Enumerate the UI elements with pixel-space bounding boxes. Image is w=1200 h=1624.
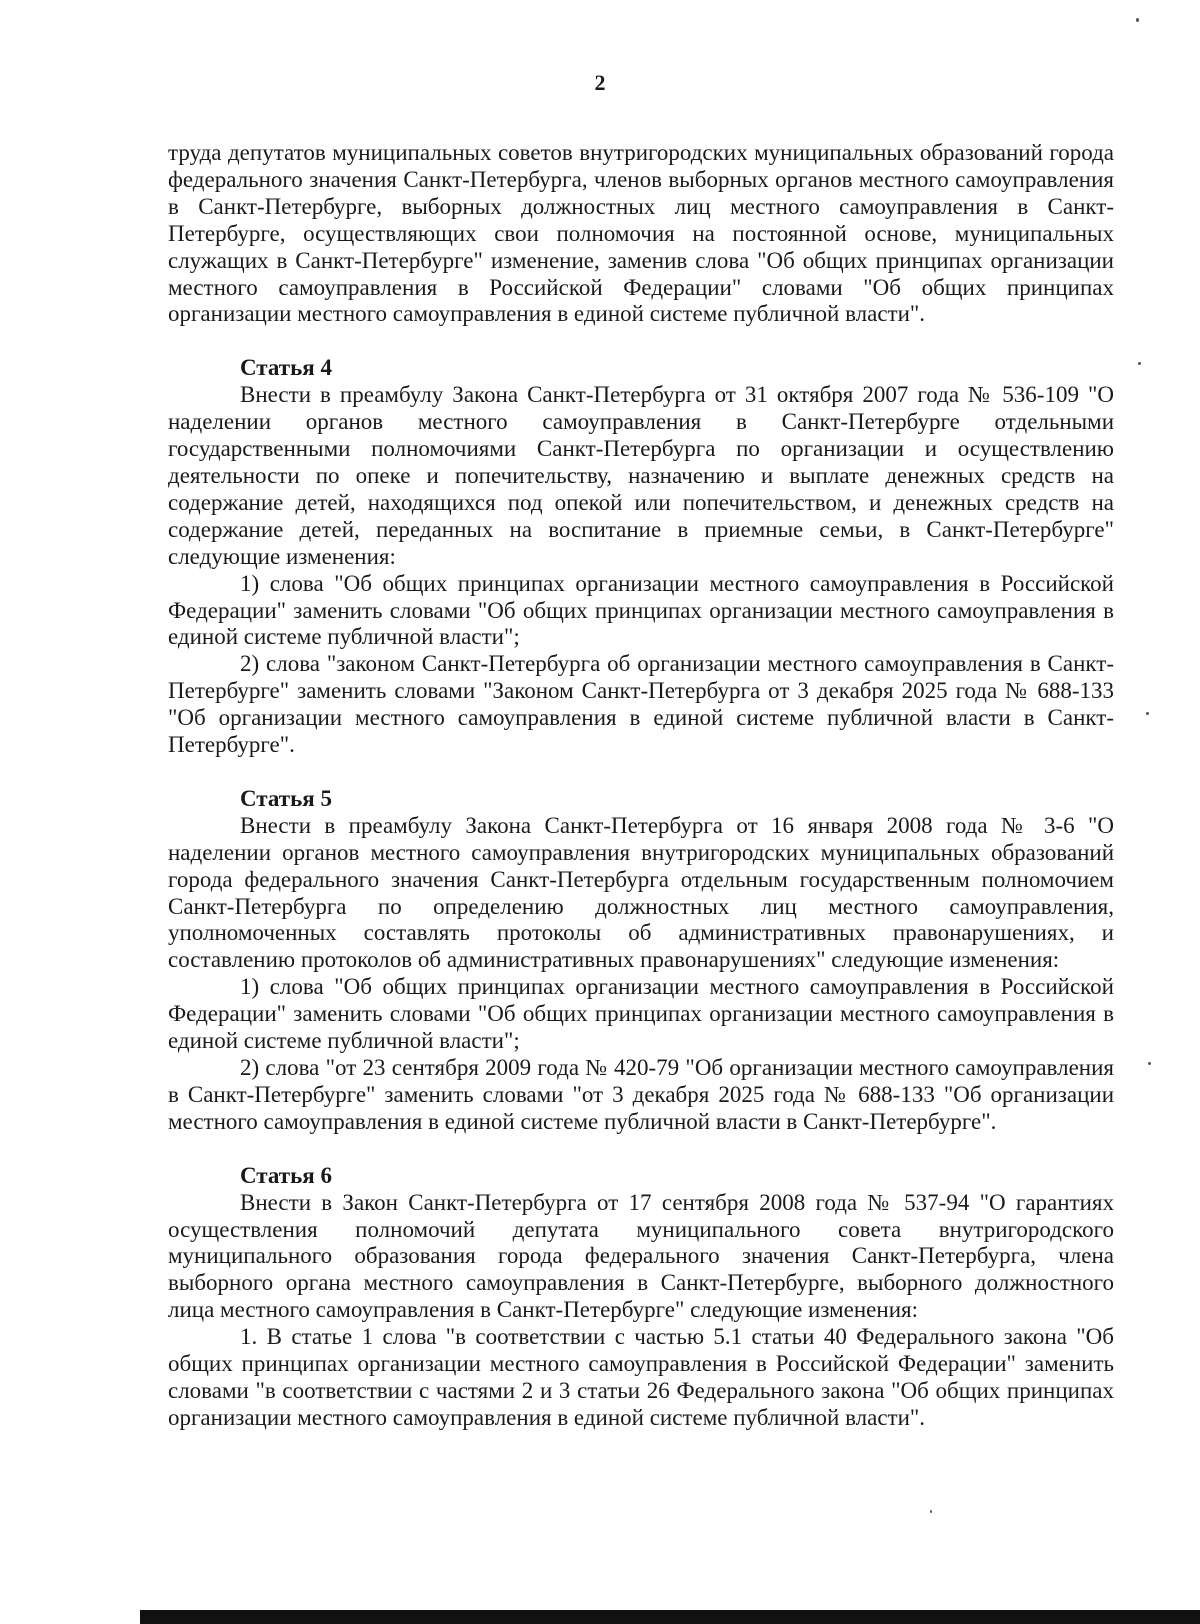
document-body [168,140,1114,1432]
article-paragraph: 1) слова "Об общих принципах организации местного самоуправления в Российской Федерации" заменить словами "Об общих принципах организации местного самоуправления в единой системе публичной власти"; [168,974,1114,1054]
article-4 [168,355,1114,759]
article-paragraph: Внести в преамбулу Закона Санкт-Петербурга от 16 января 2008 года № 3-6 "О наделении органов местного самоуправления внутригородских муниципальных образований города федерального значения Санкт-Петербурга отдельным государственным полномочием Санкт-Петербурга по определению должностных лиц местного самоуправления, уполномоченных составлять протоколы об административных правонарушениях, и составлению протоколов об административных правонарушениях" следующие изменения: [168,812,1114,973]
article-heading: Статья 5 [240,785,332,811]
article-5 [168,786,1114,1136]
article-heading: Статья 6 [240,1162,332,1188]
article-paragraph: 1. В статье 1 слова "в соответствии с частью 5.1 статьи 40 Федерального закона "Об общих принципах организации местного самоуправления в Российской Федерации" заменить словами "в соответствии с частями 2 и 3 статьи 26 Федерального закона "Об общих принципах организации местного самоуправления в единой системе публичной власти". [168,1324,1114,1430]
article-paragraph: 1) слова "Об общих принципах организации местного самоуправления в Российской Федерации" заменить словами "Об общих принципах организации местного самоуправления в единой системе публичной власти"; [168,570,1114,650]
scan-speck [930,1510,932,1513]
article-6 [168,1163,1114,1432]
article-paragraph: 2) слова "от 23 сентября 2009 года № 420-79 "Об организации местного самоуправления в Санкт-Петербурге" заменить словами "от 3 декабря 2025 года № 688-133 "Об организации местного самоуправления в единой системе публичной власти в Санкт-Петербурге". [168,1055,1114,1134]
scan-speck [1148,1062,1151,1065]
scan-speck [1138,362,1141,365]
article-paragraph: Внести в Закон Санкт-Петербурга от 17 сентября 2008 года № 537-94 "О гарантиях осуществления полномочий депутата муниципального совета внутригородского муниципального образования города федерального значения Санкт-Петербурга, члена выборного органа местного самоуправления в Санкт-Петербурге, выборного должностного лица местного самоуправления в Санкт-Петербурге" следующие изменения: [168,1189,1114,1323]
scan-speck [1136,18,1139,22]
intro-paragraph: труда депутатов муниципальных советов внутригородских муниципальных образований города федерального значения Санкт-Петербурга, членов выборных органов местного самоуправления в Санкт-Петербурге, выборных должностных лиц местного самоуправления в Санкт-Петербурге, осуществляющих свои полномочия на постоянной основе, муниципальных служащих в Санкт-Петербурге" изменение, заменив слова "Об общих принципах организации местного самоуправления в Российской Федерации" словами "Об общих принципах организации местного самоуправления в единой системе публичной власти". [168,140,1114,327]
article-paragraph: Внести в преамбулу Закона Санкт-Петербурга от 31 октября 2007 года № 536-109 "О наделении органов местного самоуправления в Санкт-Петербурге отдельными государственными полномочиями Санкт-Петербурга по организации и осуществлению деятельности по опеке и попечительству, назначению и выплате денежных средств на содержание детей, находящихся под опекой или попечительством, и денежных средств на содержание детей, переданных на воспитание в приемные семьи, в Санкт-Петербурге" следующие изменения: [168,382,1114,569]
scan-edge-bar [140,1610,1200,1624]
article-heading: Статья 4 [240,355,332,381]
scan-speck [1146,712,1149,715]
page-number: 2 [594,70,606,95]
article-paragraph: 2) слова "законом Санкт-Петербурга об организации местного самоуправления в Санкт-Петербурге" заменить словами "Законом Санкт-Петербурга от 3 декабря 2025 года № 688-133 "Об организации местного самоуправления в единой системе публичной власти в Санкт-Петербурге". [168,651,1114,758]
